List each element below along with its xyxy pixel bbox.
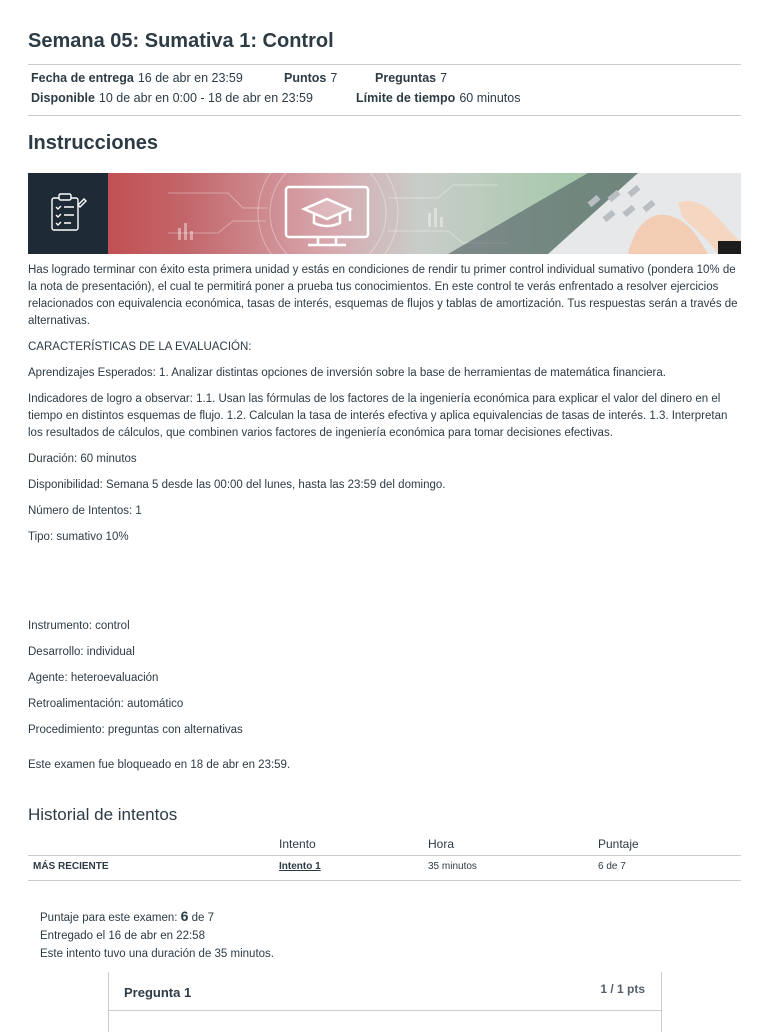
instruction-paragraph: Disponibilidad: Semana 5 desde las 00:00 del lunes, hasta las 23:59 del domingo. <box>28 479 446 491</box>
table-divider <box>28 855 741 856</box>
available-meta <box>31 91 313 105</box>
course-banner <box>28 173 741 254</box>
points-label: Puntos <box>284 71 327 85</box>
instruction-paragraph: Desarrollo: individual <box>28 646 135 658</box>
points-value: 7 <box>330 71 338 85</box>
instruction-paragraph: Agente: heteroevaluación <box>28 672 159 684</box>
attempt-summary <box>40 907 274 963</box>
instruction-paragraph: Retroalimentación: automático <box>28 698 184 710</box>
table-divider <box>28 880 741 881</box>
attempt-link-cell <box>279 861 321 872</box>
instruction-paragraph: Aprendizajes Esperados: 1. Analizar distintas opciones de inversión sobre la base de herramientas de matemática financiera. <box>28 367 666 379</box>
score-total: de 7 <box>191 912 215 924</box>
questions-label: Preguntas <box>375 71 437 85</box>
instruction-paragraph: Has logrado terminar con éxito esta primera unidad y estás en condiciones de rendir tu primer control individual sumativo (pondera 10% de la nota de presentación), el cual te permitirá poner a prueba tus conocimientos. En este control te verás enfrentado a resolver ejercicios relacionados con equivalencia económica, tasas de interés, esquemas de flujos y tablas de amortización. Tus respuestas serán a través de alternativas. <box>28 264 738 327</box>
instruction-paragraph: Indicadores de logro a observar: 1.1. Usan las fórmulas de los factores de la ingeniería económica para explicar el valor del dinero en el tiempo en distintos esquemas de flujo. 1.2. Calculan la tasa de interés efectiva y aplica equivalencias de tasas de interés. 1.3. Interpretan los resultados de cálculos, que combinen varios factores de ingeniería económica para tomar decisiones efectivas. <box>28 393 728 439</box>
question-header-divider <box>109 1010 661 1011</box>
time-limit-meta <box>356 91 520 105</box>
due-value: 16 de abr en 23:59 <box>137 71 243 85</box>
row-label-most-recent: MÁS RECIENTE <box>33 861 109 872</box>
instructions-heading: Instrucciones <box>28 132 159 154</box>
score-value: 6 <box>180 908 189 924</box>
divider <box>28 64 741 65</box>
attempt-score: 6 de 7 <box>598 861 626 872</box>
instruction-paragraph: Instrumento: control <box>28 620 130 632</box>
due-label: Fecha de entrega <box>31 71 134 85</box>
points-meta <box>284 71 337 85</box>
column-header-attempt: Intento <box>279 837 316 851</box>
score-label: Puntaje para este examen: <box>40 912 178 924</box>
time-limit-label: Límite de tiempo <box>356 91 456 105</box>
available-value: 10 de abr en 0:00 - 18 de abr en 23:59 <box>98 91 313 105</box>
page-title: Semana 05: Sumativa 1: Control <box>28 30 334 52</box>
attempt-history-title: Historial de intentos <box>28 805 178 824</box>
questions-meta <box>375 71 447 85</box>
attempt-time: 35 minutos <box>428 861 477 872</box>
column-header-time: Hora <box>428 837 455 851</box>
due-date-meta <box>31 71 243 85</box>
question-title: Pregunta 1 <box>124 985 192 1000</box>
question-card <box>108 972 662 1032</box>
duration-line: Este intento tuvo una duración de 35 minutos. <box>40 948 274 960</box>
submitted-line: Entregado el 16 de abr en 22:58 <box>40 930 205 942</box>
instructions-body <box>28 262 741 748</box>
divider <box>28 115 741 116</box>
column-header-score: Puntaje <box>598 837 639 851</box>
locked-notice: Este examen fue bloqueado en 18 de abr en 23:59. <box>28 759 291 771</box>
score-line <box>40 907 274 927</box>
instruction-paragraph: Procedimiento: preguntas con alternativas <box>28 724 243 736</box>
time-limit-value: 60 minutos <box>459 91 521 105</box>
attempt-1-link[interactable]: Intento 1 <box>279 861 321 872</box>
instruction-paragraph: CARACTERÍSTICAS DE LA EVALUACIÓN: <box>28 341 252 353</box>
questions-value: 7 <box>440 71 448 85</box>
instruction-paragraph: Tipo: sumativo 10% <box>28 531 129 543</box>
question-points: 1 / 1 pts <box>600 982 645 996</box>
available-label: Disponible <box>31 91 95 105</box>
instruction-paragraph: Número de Intentos: 1 <box>28 505 142 517</box>
instruction-paragraph: Duración: 60 minutos <box>28 453 137 465</box>
